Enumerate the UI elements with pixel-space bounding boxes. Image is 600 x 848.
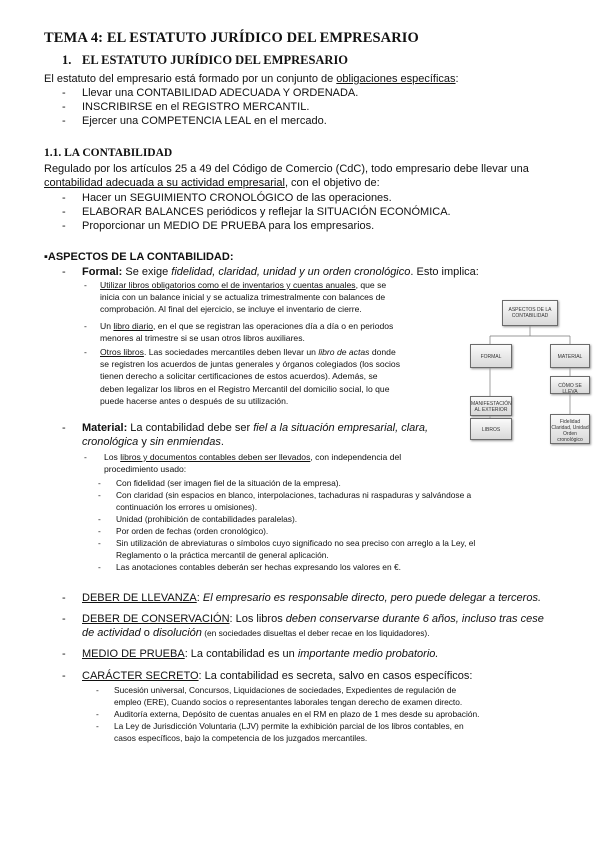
list-item: - INSCRIBIRSE en el REGISTRO MERCANTIL. — [62, 101, 310, 113]
list-item: - Auditoría externa, Depósito de cuentas anuales en el RM en plazo de 1 mes desde su aprobación. — [96, 709, 480, 719]
bullet-icon: ▪ — [44, 251, 48, 263]
aspectos-heading: ▪ASPECTOS DE LA CONTABILIDAD: — [44, 251, 234, 263]
subsection-heading: 1.1. LA CONTABILIDAD — [44, 147, 173, 159]
secreto-item: - CARÁCTER SECRETO: La contabilidad es secreta, salvo en casos específicos: — [62, 670, 473, 682]
list-item: - Llevar una CONTABILIDAD ADECUADA Y ORDENADA. — [62, 87, 359, 99]
intro-colon: : — [455, 73, 459, 85]
procedimiento-list — [98, 477, 558, 573]
list-item: - Proporcionar un MEDIO DE PRUEBA para los empresarios. — [62, 220, 375, 232]
list-item: - Unidad (prohibición de contabilidades paralelas). — [98, 514, 298, 524]
secreto-list — [96, 684, 566, 744]
diagram-node-libros: LIBROS — [470, 418, 512, 440]
subsection-intro-line2 — [44, 176, 380, 190]
intro-text: El estatuto del empresario está formado por un conjunto de — [44, 73, 337, 85]
intro-underlined: obligaciones específicas — [336, 73, 456, 85]
section-heading-text: EL ESTATUTO JURÍDICO DEL EMPRESARIO — [82, 53, 349, 67]
list-item: - Por orden de fechas (orden cronológico). — [98, 526, 269, 536]
list-item: - Con claridad (sin espacios en blanco, interpolaciones, tachaduras ni raspaduras y salvándose a continuación los errores u omisiones). — [98, 490, 472, 512]
diagram-node-como-se-lleva: CÓMO SE LLEVA — [550, 376, 590, 394]
diagram-node-caracteristicas: Fidelidad Claridad, Unidad Orden cronológico — [550, 414, 590, 444]
list-item: - Sin utilización de abreviaturas o símbolos cuyo significado no sea preciso con arreglo a la Ley, el Reglamento o la práctica mercantil de general aplicación. — [98, 538, 476, 560]
section-number: 1. — [62, 53, 72, 67]
list-item: - La Ley de Jurisdicción Voluntaria (LJV) permite la exhibición parcial de los libros contables, en casos específicos, bajo la competencia de los juzgados mercantiles. — [96, 721, 464, 743]
list-item: - ELABORAR BALANCES periódicos y reflejar la SITUACIÓN ECONÓMICA. — [62, 206, 451, 218]
diagram-node-manifestacion: MANIFESTACIÓN AL EXTERIOR — [470, 396, 512, 416]
llevanza-item: - DEBER DE LLEVANZA: El empresario es responsable directo, pero puede delegar a terceros. — [62, 592, 541, 604]
aspectos-diagram — [468, 290, 588, 450]
subsection-intro-line1: Regulado por los artículos 25 a 49 del Código de Comercio (CdC), todo empresario debe llevar una — [44, 163, 529, 175]
list-item: - Ejercer una COMPETENCIA LEAL en el mercado. — [62, 115, 327, 127]
diagram-node-formal: FORMAL — [470, 344, 512, 368]
page-title: TEMA 4: EL ESTATUTO JURÍDICO DEL EMPRESARIO — [44, 30, 419, 46]
diagram-node-root: ASPECTOS DE LA CONTABILIDAD — [502, 300, 558, 326]
list-item: - Las anotaciones contables deberán ser hechas expresando los valores en €. — [98, 562, 401, 572]
intro-underlined: contabilidad adecuada a su actividad empresarial — [44, 177, 285, 189]
section-heading — [62, 53, 348, 68]
diagram-node-material: MATERIAL — [550, 344, 590, 368]
list-item: - Sucesión universal, Concursos, Liquidaciones de sociedades, Expedientes de regulación de empleo (ERE), Cuando socios o representantes laborales tengan derecho de examen directo. — [96, 685, 463, 707]
prueba-item: - MEDIO DE PRUEBA: La contabilidad es un importante medio probatorio. — [62, 648, 439, 660]
list-item: - Con fidelidad (ser imagen fiel de la situación de la empresa). — [98, 478, 341, 488]
section-intro — [44, 72, 459, 86]
intro-text: , con el objetivo de: — [284, 177, 380, 189]
formal-item: - Formal: Se exige fidelidad, claridad, unidad y un orden cronológico. Esto implica: — [62, 266, 479, 278]
list-item: - Hacer un SEGUIMIENTO CRONOLÓGICO de las operaciones. — [62, 192, 392, 204]
